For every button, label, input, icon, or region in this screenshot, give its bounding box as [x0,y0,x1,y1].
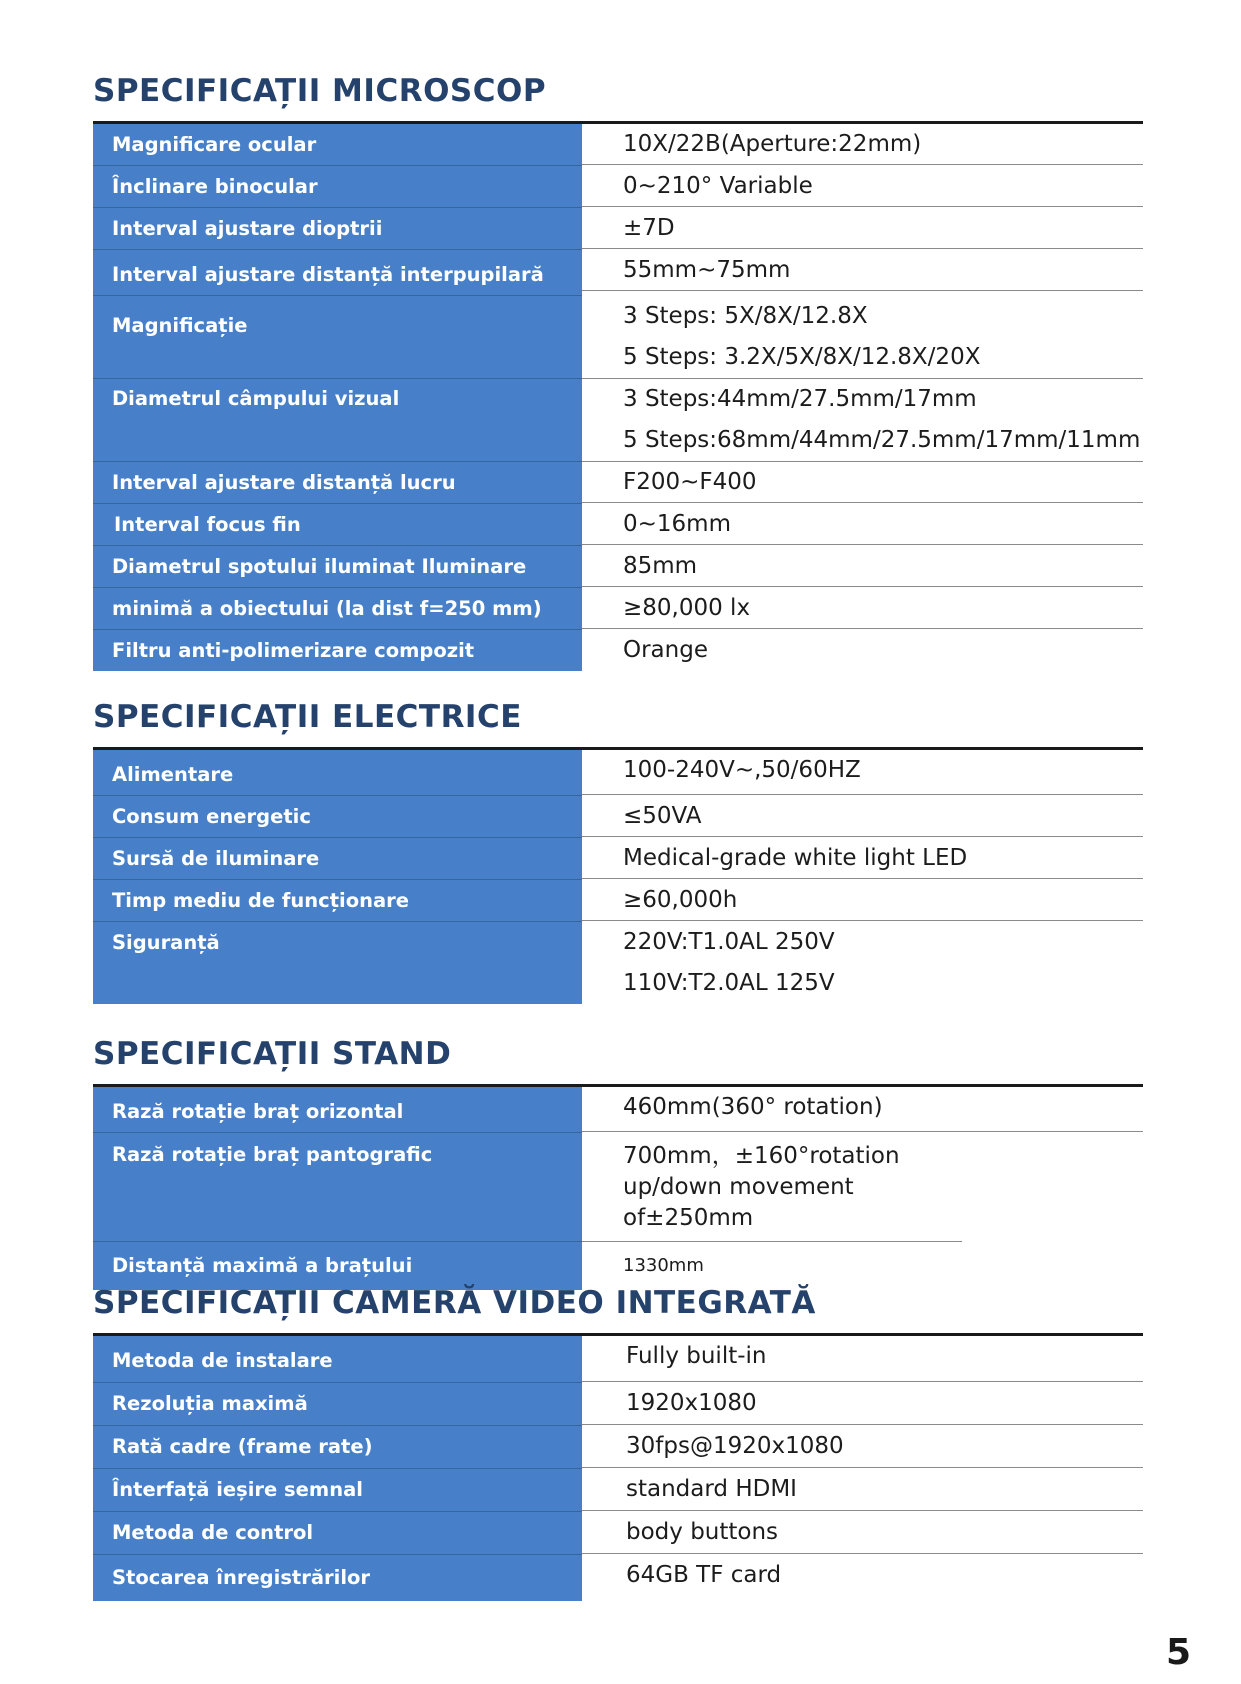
row-value: 100-240V~,50/60HZ [582,750,1143,795]
row-value: 3 Steps: 5X/8X/12.8X [623,303,868,329]
row-label: Diametrul spotului iluminat Iluminare [93,546,582,588]
section-microscop [93,68,1143,671]
table-row [93,1087,1143,1133]
row-value: 55mm~75mm [582,250,1143,291]
table-row [93,922,1143,1004]
table-row [93,588,1143,630]
spec-table [93,1333,1143,1601]
row-value: ≥60,000h [582,880,1143,921]
row-label: Interval ajustare distanță interpupilară [93,250,582,296]
section-title: SPECIFICAȚII CAMERĂ VIDEO INTEGRATĂ [93,1285,816,1321]
row-value: ≥80,000 lx [582,588,1143,629]
row-value: 460mm(360° rotation) [582,1087,1143,1132]
row-label: Stocarea înregistrărilor [93,1555,582,1601]
row-value: ≤50VA [582,796,1143,837]
spec-table [93,121,1143,671]
row-value: 110V:T2.0AL 125V [623,970,835,996]
table-row [93,166,1143,208]
row-label: Înterfață ieșire semnal [93,1469,582,1512]
row-label: Consum energetic [93,796,582,838]
row-value: standard HDMI [582,1469,1143,1511]
section-title: SPECIFICAȚII STAND [93,1036,452,1072]
section-camera [93,1280,1143,1601]
table-row [93,1512,1143,1555]
row-label: Interval ajustare dioptrii [93,208,582,250]
row-value: 85mm [582,546,1143,587]
row-label: Rezoluția maximă [93,1383,582,1426]
row-value: ±7D [582,208,1143,249]
row-value: 5 Steps:68mm/44mm/27.5mm/17mm/11mm [623,427,1141,453]
row-value: 10X/22B(Aperture:22mm) [582,124,1143,165]
row-label: Magnificație [93,296,582,379]
table-row [93,1469,1143,1512]
table-row [93,1383,1143,1426]
row-label: Rază rotație braț orizontal [93,1087,582,1133]
row-label: Filtru anti-polimerizare compozit [93,630,582,671]
row-label: Rată cadre (frame rate) [93,1426,582,1469]
row-label: Magnificare ocular [93,124,582,166]
section-title: SPECIFICAȚII ELECTRICE [93,699,522,735]
table-row [93,379,1143,462]
row-value: Medical-grade white light LED [582,838,1143,879]
row-label: Timp mediu de funcționare [93,880,582,922]
section-stand [93,1031,1143,1290]
table-row [93,546,1143,588]
row-label: Siguranță [93,922,582,1004]
table-row [93,750,1143,796]
row-label: Alimentare [93,750,582,796]
table-row [93,1336,1143,1383]
row-label: Interval ajustare distanță lucru [93,462,582,504]
table-row [93,504,1143,546]
table-row [93,462,1143,504]
spec-table [93,747,1143,1004]
page-number: 5 [1165,1632,1191,1673]
table-row [93,630,1143,671]
table-row [93,838,1143,880]
row-label: Înclinare binocular [93,166,582,208]
row-value: 1330mm [623,1255,704,1276]
row-value: 30fps@1920x1080 [582,1426,1143,1468]
spec-table [93,1084,1143,1290]
row-label: Interval focus fin [93,504,582,546]
row-value: 1920x1080 [582,1383,1143,1425]
table-row [93,880,1143,922]
section-title: SPECIFICAȚII MICROSCOP [93,73,547,109]
row-value: 3 Steps:44mm/27.5mm/17mm [623,386,977,412]
row-label: Rază rotație braț pantografic [93,1133,582,1242]
row-label: Diametrul câmpului vizual [93,379,582,462]
row-value: 220V:T1.0AL 250V [623,929,835,955]
row-label: minimă a obiectului (la dist f=250 mm) [93,588,582,630]
row-value: 0~16mm [582,504,1143,545]
row-label: Distanță maximă a brațului [93,1242,582,1290]
row-value: 5 Steps: 3.2X/5X/8X/12.8X/20X [623,344,981,370]
row-label: Metoda de control [93,1512,582,1555]
table-row [93,296,1143,379]
row-value: 700mm，±160°rotation up/down movement of±250mm [582,1133,962,1242]
table-row [93,250,1143,296]
row-label: Metoda de instalare [93,1336,582,1383]
table-row [93,208,1143,250]
row-value: body buttons [582,1512,1143,1554]
row-value: Orange [623,637,708,663]
table-row [93,1555,1143,1601]
table-row [93,1426,1143,1469]
table-row [93,124,1143,166]
row-label: Sursă de iluminare [93,838,582,880]
table-row [93,1133,1143,1242]
table-row [93,796,1143,838]
row-value: 0~210° Variable [582,166,1143,207]
section-electrice [93,694,1143,1004]
row-value: F200~F400 [582,462,1143,503]
row-value: 64GB TF card [626,1562,782,1588]
row-value: Fully built-in [582,1336,1143,1382]
